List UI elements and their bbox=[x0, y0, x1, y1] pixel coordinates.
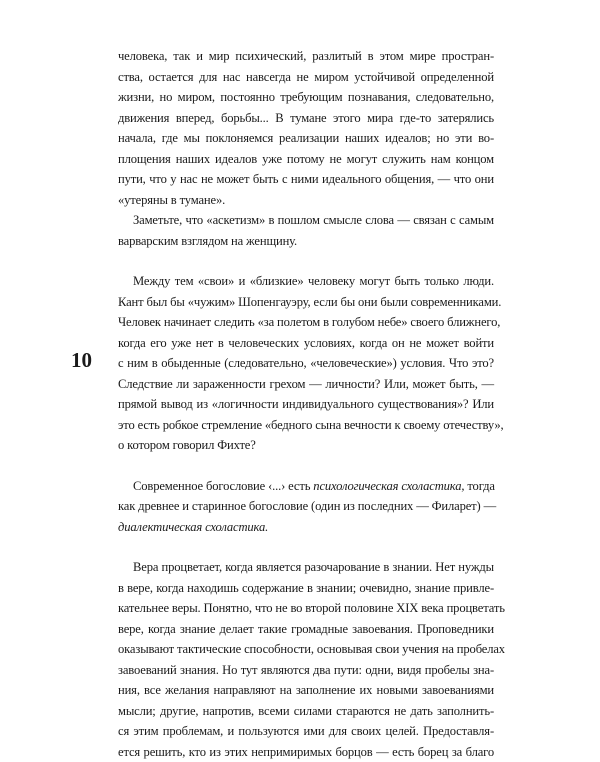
text-line: начала, где мы поклоняемся реализации наших идеалов; но эти во- bbox=[118, 128, 494, 149]
text-line: Заметьте, что «аскетизм» в пошлом смысле слова — связан с самым bbox=[118, 210, 494, 231]
text-line: ства, остается для нас навсегда не миром устойчивой определенной bbox=[118, 67, 494, 88]
paragraph-5 bbox=[118, 557, 494, 762]
text-line: человека, так и мир психический, разлитый в этом мире простран- bbox=[118, 46, 494, 67]
text-line bbox=[118, 476, 494, 497]
text-line: вере, когда знание делает такие громадные завоевания. Проповедники bbox=[118, 619, 494, 640]
text-line: движения вперед, борьбы... В тумане этого мира где-то затерялись bbox=[118, 108, 494, 129]
text-line: Кант был бы «чужим» Шопенгауэру, если бы они были современниками. bbox=[118, 292, 494, 313]
text-line: жизни, но миром, постоянно требующим познавания, следовательно, bbox=[118, 87, 494, 108]
italic-term: диалектическая схоластика. bbox=[118, 520, 268, 534]
paragraph-gap bbox=[118, 251, 494, 271]
text-line: как древнее и старинное богословие (один из последних — Филарет) — bbox=[118, 496, 494, 517]
paragraph-1 bbox=[118, 46, 494, 210]
text-line: в вере, когда находишь содержание в знании; очевидно, знание привле- bbox=[118, 578, 494, 599]
text-run: Современное богословие ‹...› есть bbox=[133, 479, 313, 493]
text-line: ется решить, кто из этих непримиримых борцов — есть борец за благо bbox=[118, 742, 494, 762]
text-line: оказывают тактические способности, основывая свои учения на пробелах bbox=[118, 639, 494, 660]
text-line: Человек начинает следить «за полетом в голубом небе» своего ближнего, bbox=[118, 312, 494, 333]
text-line: это есть робкое стремление «бедного сына вечности к своему отечеству», bbox=[118, 415, 494, 436]
paragraph-2 bbox=[118, 210, 494, 251]
text-line: ния, все желания направляют на заполнение их новыми завоеваниями bbox=[118, 680, 494, 701]
paragraph-gap bbox=[118, 537, 494, 557]
text-run: тогда bbox=[464, 479, 494, 493]
text-line: ся этим проблемам, и пользуются ими для своих целей. Предоставля- bbox=[118, 721, 494, 742]
italic-term: психологическая схоластика, bbox=[313, 479, 464, 493]
text-line bbox=[118, 517, 494, 538]
text-line: о котором говорил Фихте? bbox=[118, 435, 494, 456]
text-line: кательнее веры. Понятно, что не во второй половине XIX века процветать bbox=[118, 598, 494, 619]
text-column bbox=[118, 46, 494, 762]
paragraph-gap bbox=[118, 456, 494, 476]
text-line: «утеряны в тумане». bbox=[118, 190, 494, 211]
text-line: Следствие ли зараженности грехом — личности? Или, может быть, — bbox=[118, 374, 494, 395]
text-line: Вера процветает, когда является разочарование в знании. Нет нужды bbox=[118, 557, 494, 578]
text-line: Между тем «свои» и «близкие» человеку могут быть только люди. bbox=[118, 271, 494, 292]
text-line: варварским взглядом на женщину. bbox=[118, 231, 494, 252]
text-line: мысли; другие, напротив, всеми силами стараются не дать заполнить- bbox=[118, 701, 494, 722]
text-line: прямой вывод из «логичности индивидуального существования»? Или bbox=[118, 394, 494, 415]
paragraph-3 bbox=[118, 271, 494, 456]
page-number: 10 bbox=[71, 350, 92, 371]
text-line: пути, что у нас не может быть с ними идеального общения, — что они bbox=[118, 169, 494, 190]
text-line: с ним в обыденные (следовательно, «человеческие») условия. Что это? bbox=[118, 353, 494, 374]
text-line: завоеваний знания. Но тут являются два пути: одни, видя пробелы зна- bbox=[118, 660, 494, 681]
paragraph-4 bbox=[118, 476, 494, 538]
text-line: площения наших идеалов уже потому не могут служить нам концом bbox=[118, 149, 494, 170]
text-line: когда его уже нет в человеческих условиях, когда он не может войти bbox=[118, 333, 494, 354]
